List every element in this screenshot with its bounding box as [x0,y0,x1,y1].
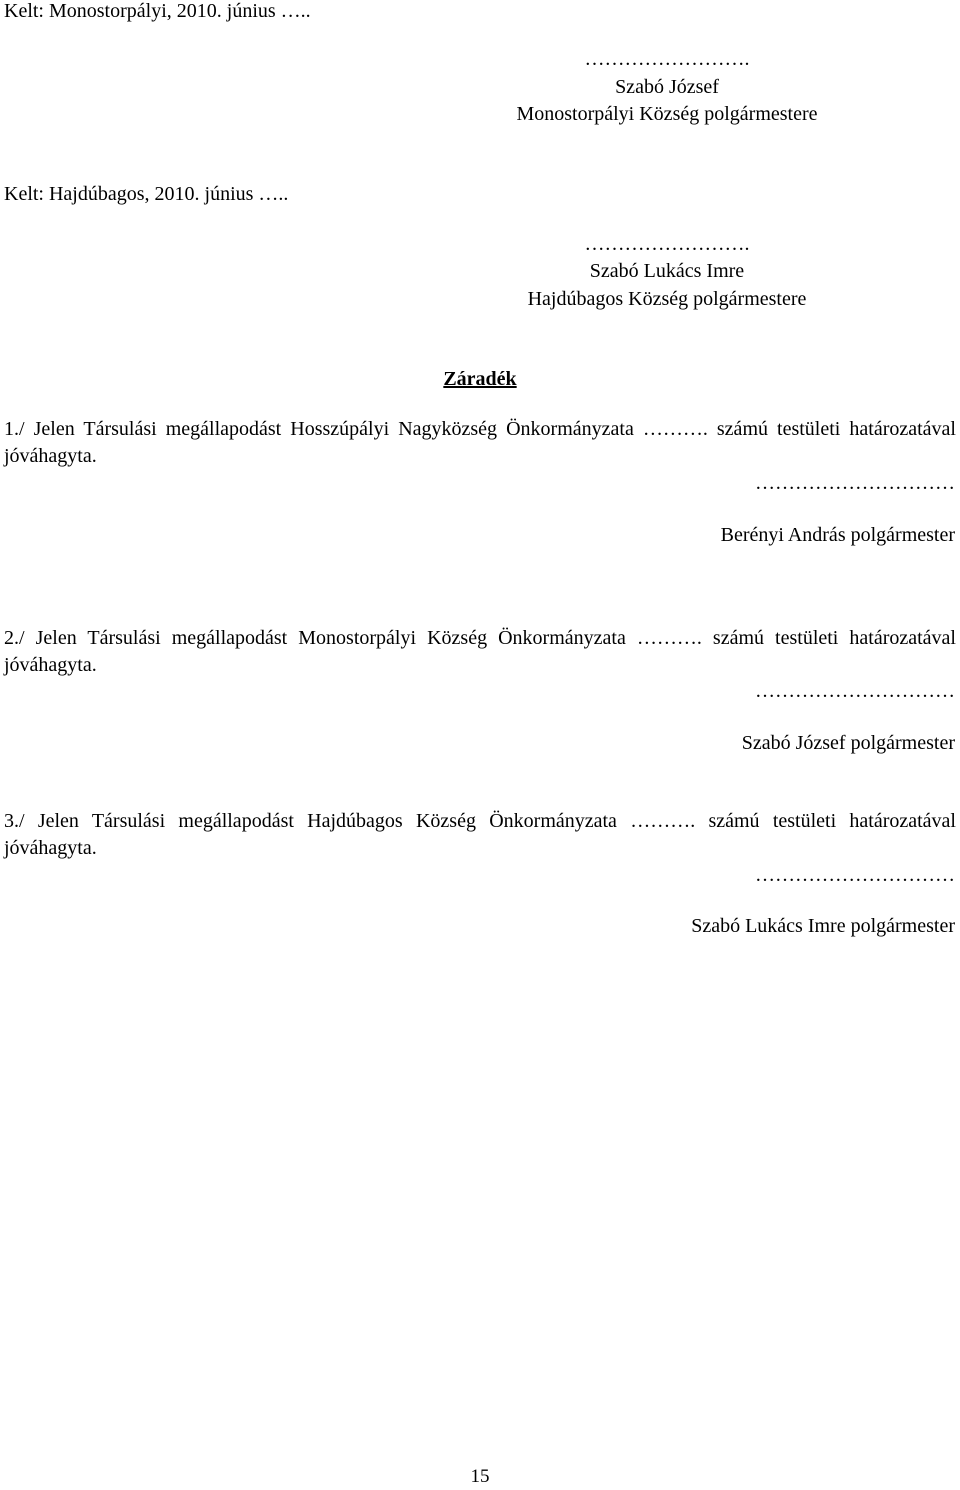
zaradek-heading: Záradék [443,368,517,390]
clause-1-dots: ………………………… [755,472,955,494]
signer-title-1: Monostorpályi Község polgármestere [516,103,818,125]
clause-3-dots: ………………………… [755,864,955,886]
signer-title-2: Hajdúbagos Község polgármestere [527,288,807,310]
signature-dots-2: ……………………. [584,233,750,255]
kelt-monostorpalyi: Kelt: Monostorpályi, 2010. június ….. [4,0,311,22]
signature-dots-1: ……………………. [584,48,750,70]
clause-2-text: 2./ Jelen Társulási megállapodást Monostorpályi Község Önkormányzata ………. számú testületi határozatával jóváhagyta. [4,627,956,676]
clause-3-text: 3./ Jelen Társulási megállapodást Hajdúbagos Község Önkormányzata ………. számú testületi határozatával jóváhagyta. [4,810,956,859]
clause-1-signer: Berényi András polgármester [720,524,955,546]
clause-2-signer: Szabó József polgármester [741,732,955,754]
clause-3-signer: Szabó Lukács Imre polgármester [691,915,955,937]
signer-name-1: Szabó József [615,76,719,98]
clause-1-text: 1./ Jelen Társulási megállapodást Hosszúpályi Nagyközség Önkormányzata ………. számú testületi határozatával jóváhagyta. [4,418,956,467]
clause-2-dots: ………………………… [755,680,955,702]
kelt-hajdubagos: Kelt: Hajdúbagos, 2010. június ….. [4,183,289,205]
page-number: 15 [470,1466,490,1487]
signer-name-2: Szabó Lukács Imre [589,260,745,282]
